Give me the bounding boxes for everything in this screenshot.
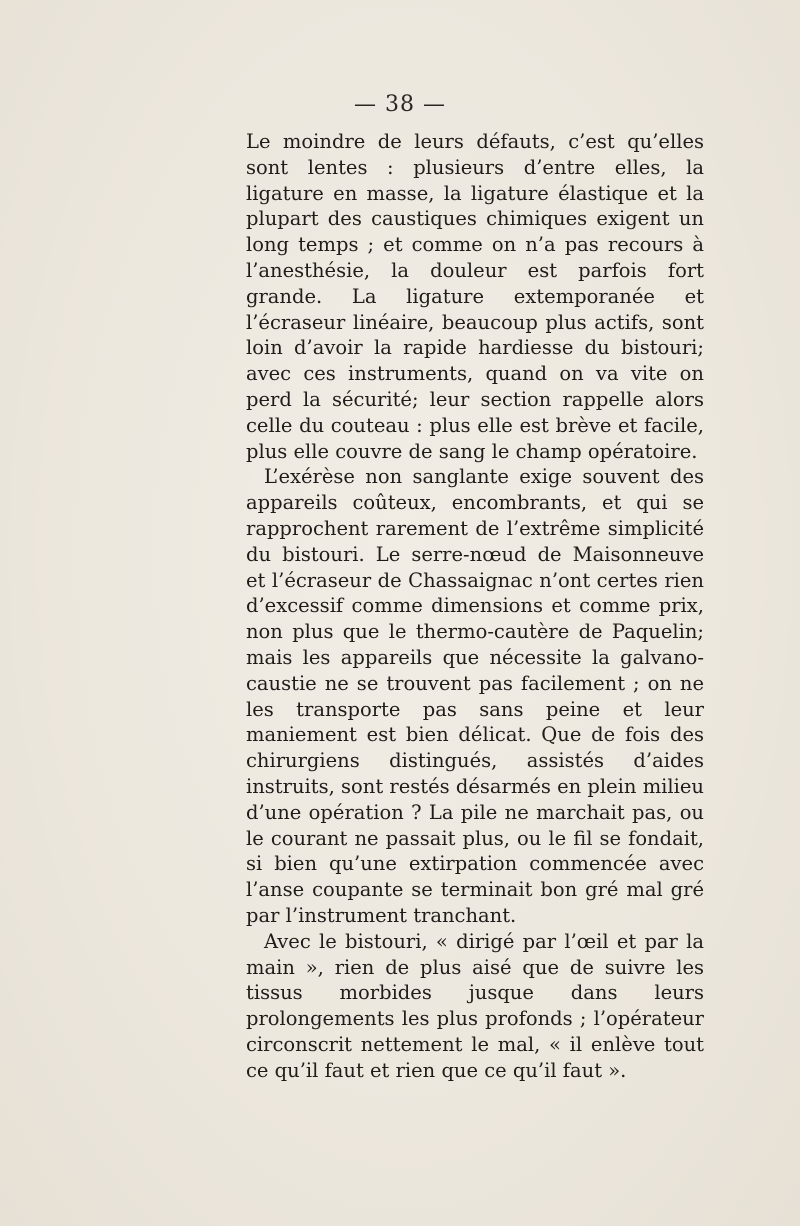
paragraph-1: Le moindre de leurs défauts, c’est qu’elles sont lentes : plusieurs d’entre elles, la ligature en masse, la ligature élastique et la plupart des caustiques chimiques exigent un long temps ; et comme on n’a pas recours à l’anesthésie, la douleur est parfois fort grande. La ligature extemporanée et l’écraseur linéaire, beaucoup plus actifs, sont loin d’avoir la rapide hardiesse du bistouri; avec ces instruments, quand on va vite on perd la sécurité; leur section rappelle alors celle du couteau : plus elle est brève et facile, plus elle couvre de sang le champ opératoire.	[246, 130, 704, 463]
body-text	[246, 129, 704, 1083]
paragraph-3: Avec le bistouri, « dirigé par l’œil et par la main », rien de plus aisé que de suivre les tissus morbides jusque dans leurs prolongements les plus profonds ; l’opérateur circonscrit nettement le mal, « il enlève tout ce qu’il faut et rien que ce qu’il faut ».	[246, 929, 704, 1082]
paragraph-2: L’exérèse non sanglante exige souvent des appareils coûteux, encombrants, et qui se rapprochent rarement de l’extrême simplicité du bistouri. Le serre-nœud de Maisonneuve et l’écraseur de Chassaignac n’ont certes rien d’excessif comme dimensions et comme prix, non plus que le thermo-cautère de Paquelin; mais les appareils que nécessite la galvano-caustie ne se trouvent pas facilement ; on ne les transporte pas sans peine et leur maniement est bien délicat. Que de fois des chirurgiens distingués, assistés d’aides instruits, sont restés désarmés en plein milieu d’une opération ? La pile ne marchait pas, ou le courant ne passait plus, ou le fil se fondait, si bien qu’une extirpation commencée avec l’anse coupante se terminait bon gré mal gré par l’instrument tranchant.	[246, 465, 704, 927]
page-number: — 38 —	[354, 92, 446, 117]
